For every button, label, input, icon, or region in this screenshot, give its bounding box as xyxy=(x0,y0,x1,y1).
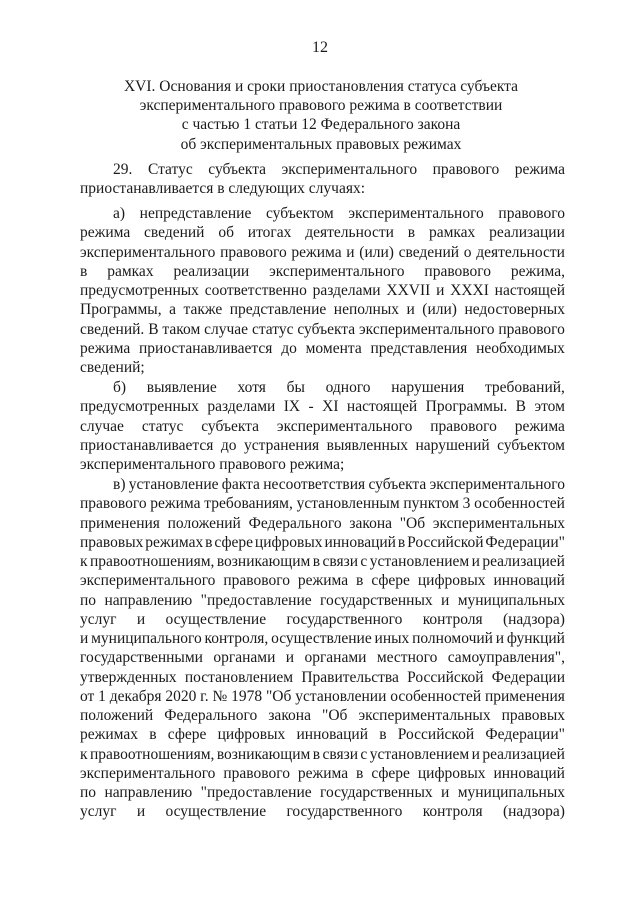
word: установлением xyxy=(369,745,470,763)
word: Федерации" xyxy=(485,726,565,744)
word: деятельности xyxy=(305,224,394,242)
word: сфере xyxy=(214,533,254,551)
word: государственных xyxy=(320,591,433,609)
paragraph-line xyxy=(80,591,565,610)
paragraph-29 xyxy=(80,160,565,199)
word: инноваций xyxy=(296,726,368,744)
word: по xyxy=(80,591,97,609)
word: в xyxy=(397,533,406,551)
paragraph-line xyxy=(80,320,565,339)
word: реализацией xyxy=(482,553,565,570)
word: осуществление xyxy=(165,803,267,821)
word: цифровых xyxy=(254,533,323,551)
word: представление xyxy=(229,301,327,319)
word: приостанавливается xyxy=(80,436,214,454)
word: В xyxy=(148,320,159,338)
word: муниципального xyxy=(91,630,202,647)
word: контроля xyxy=(422,610,483,628)
word: субъекта xyxy=(368,476,427,493)
word: недостоверных xyxy=(464,301,565,319)
word: органами xyxy=(304,649,367,667)
word: полномочий xyxy=(412,630,493,647)
word: режима xyxy=(291,243,342,261)
word: режимах xyxy=(145,533,204,551)
word: рамках xyxy=(107,262,154,280)
word: - xyxy=(308,398,314,416)
word: возникающим xyxy=(216,553,311,570)
word: Российской xyxy=(407,668,484,686)
word: направлению xyxy=(104,591,193,609)
word: пунктом xyxy=(403,495,459,513)
word: инноваций xyxy=(493,572,565,590)
word: Федерации" xyxy=(485,533,565,551)
word: 1978 xyxy=(231,687,263,705)
word: статус xyxy=(141,417,184,435)
word: Правительства xyxy=(301,668,399,686)
word: органами xyxy=(213,649,276,667)
word: осуществление xyxy=(165,610,267,628)
word: особенностей xyxy=(474,495,565,513)
paragraph-line xyxy=(80,339,565,358)
paragraph-line xyxy=(80,281,565,300)
word: и xyxy=(346,243,355,261)
word: и xyxy=(80,630,89,647)
word: иных xyxy=(374,630,410,647)
word: установленным xyxy=(296,495,400,513)
paragraph-line xyxy=(80,764,565,783)
word: экспериментального xyxy=(276,417,413,435)
paragraph-b xyxy=(80,378,565,474)
word: режимах xyxy=(80,726,138,744)
word: "предоставление xyxy=(200,784,312,801)
word: реализацией xyxy=(482,745,565,763)
word: правовых xyxy=(501,707,565,724)
section-heading xyxy=(60,77,582,154)
word: и xyxy=(471,745,480,763)
word: и xyxy=(441,784,450,801)
word: субъектом xyxy=(265,205,334,222)
word: муниципальных xyxy=(457,784,565,801)
word: "Об xyxy=(399,514,426,532)
word: муниципальных xyxy=(457,591,565,609)
word: сфере xyxy=(371,764,410,782)
word: XI xyxy=(322,398,339,416)
word: Российской xyxy=(397,726,475,744)
word: разделами xyxy=(207,398,276,416)
heading-line: экспериментального правового режима в соответствии xyxy=(139,97,503,115)
word: установлении xyxy=(295,687,387,705)
word: связи xyxy=(322,553,358,570)
word: режима xyxy=(150,495,201,513)
word: режима, xyxy=(510,262,565,280)
word: а) xyxy=(113,205,126,222)
word: этом xyxy=(534,398,565,416)
word: и xyxy=(285,649,295,667)
word: и xyxy=(436,282,445,299)
paragraph-a xyxy=(80,204,565,377)
word: услуг xyxy=(80,803,117,821)
word: экспериментального xyxy=(80,572,216,590)
word: настоящей xyxy=(346,398,418,416)
word: неполных xyxy=(333,301,399,319)
word: деятельности xyxy=(476,243,565,261)
paragraph-line: экспериментального правового режима; xyxy=(80,456,345,473)
word: особенностей xyxy=(390,687,482,705)
word: реализации xyxy=(489,224,565,242)
word: экспериментального xyxy=(359,320,495,338)
word: в xyxy=(379,726,387,744)
word: бы xyxy=(286,379,305,396)
paragraph-line xyxy=(80,668,565,687)
paragraph-line: сведений; xyxy=(80,359,145,376)
word: осуществление xyxy=(271,630,372,647)
paragraph-line: приостанавливается в следующих случаях: xyxy=(80,180,366,198)
word: контроля, xyxy=(204,630,269,647)
word: сведений. xyxy=(80,320,145,338)
word: экспериментальных xyxy=(432,514,565,532)
word: постановлением xyxy=(184,668,294,686)
word: правового xyxy=(498,205,565,222)
word: (или) xyxy=(422,301,457,319)
word: XXXI xyxy=(450,282,489,299)
word: цифровых xyxy=(417,572,486,590)
word: 3 xyxy=(462,495,471,513)
word: правового xyxy=(223,572,290,590)
word: местного xyxy=(376,649,438,667)
word: а xyxy=(169,301,176,319)
word: о xyxy=(463,243,472,261)
word: государственных xyxy=(320,784,433,801)
word: в xyxy=(407,224,416,242)
word: настоящей xyxy=(494,282,565,299)
word: экспериментального xyxy=(80,243,216,261)
heading-line: с частью 1 статьи 12 Федерального закона xyxy=(181,116,461,134)
word: разделами xyxy=(312,282,381,299)
word: факта xyxy=(221,476,260,493)
paragraph-line xyxy=(80,378,565,397)
word: правового xyxy=(220,243,287,261)
word: по xyxy=(80,784,97,801)
word: самоуправления", xyxy=(447,649,565,667)
heading-line: XVI. Основания и сроки приостановления статуса субъекта xyxy=(123,78,519,95)
word: приостанавливается xyxy=(139,339,273,357)
word: в xyxy=(149,726,157,744)
word: правового xyxy=(80,495,147,513)
word: Программы. xyxy=(425,398,508,416)
word: услуг xyxy=(80,610,117,628)
word: в xyxy=(356,764,364,782)
word: нарушений xyxy=(415,436,490,454)
word: правоотношениям, xyxy=(89,745,215,763)
word: правового xyxy=(432,161,500,178)
word: Статус xyxy=(147,161,193,178)
word: режима xyxy=(80,339,131,357)
word: необходимых xyxy=(476,339,565,357)
word: момента xyxy=(305,339,362,357)
word: и xyxy=(406,301,415,319)
word: реализации xyxy=(173,262,250,280)
paragraph-line xyxy=(80,262,565,281)
word: сфере xyxy=(371,572,410,590)
word: "Об xyxy=(265,687,292,705)
word: выявление xyxy=(146,379,217,396)
paragraph-line xyxy=(80,629,565,648)
word: закона xyxy=(349,514,392,532)
word: представления xyxy=(370,339,468,357)
word: "предоставление xyxy=(200,591,312,609)
word: субъекта xyxy=(297,320,356,338)
word: инноваций xyxy=(493,764,565,782)
word: сведений xyxy=(398,243,460,261)
word: применения xyxy=(80,514,160,532)
word: (или) xyxy=(359,243,394,261)
word: субъекта xyxy=(201,417,260,435)
word: связи xyxy=(322,745,358,763)
word: непредставление xyxy=(139,205,252,222)
word: правового xyxy=(498,320,565,338)
word: нарушения xyxy=(391,379,465,396)
paragraph-line xyxy=(80,514,565,533)
word: устранения xyxy=(244,436,320,454)
word: Федерального xyxy=(164,707,258,724)
paragraph-line xyxy=(80,243,565,262)
word: экспериментального xyxy=(269,262,405,280)
word: в xyxy=(80,262,88,280)
paragraph-line xyxy=(80,475,565,494)
word: в xyxy=(205,533,213,551)
paragraph-line xyxy=(80,223,565,242)
word: требований, xyxy=(484,379,565,396)
word: статус xyxy=(251,320,294,338)
word: 2020 xyxy=(165,687,197,705)
paragraph-line xyxy=(80,783,565,802)
word: к xyxy=(80,745,88,763)
word: Программы, xyxy=(80,301,162,319)
heading-line: об экспериментальных правовых режимах xyxy=(180,135,462,153)
word: соответственно xyxy=(204,282,307,299)
word: субъектом xyxy=(497,436,565,454)
word: правового xyxy=(430,417,497,435)
word: и xyxy=(471,553,480,570)
word: возникающим xyxy=(216,745,311,763)
paragraph-line xyxy=(80,160,565,179)
word: положений xyxy=(167,514,241,532)
word: экспериментального xyxy=(80,764,216,782)
word: режима xyxy=(514,161,565,178)
word: таком xyxy=(162,320,201,338)
paragraph-line xyxy=(80,417,565,436)
page-number: 12 xyxy=(312,39,328,56)
word: б) xyxy=(113,379,127,396)
word: "Об xyxy=(322,707,348,724)
word: выявленных xyxy=(326,436,408,454)
paragraph-line xyxy=(80,745,565,764)
word: требованиям, xyxy=(204,495,293,513)
paragraph-line xyxy=(80,300,565,319)
word: правового xyxy=(424,262,491,280)
word: установление xyxy=(128,476,219,493)
word: режима xyxy=(297,764,349,782)
word: предусмотренных xyxy=(80,282,199,299)
paragraph-line xyxy=(80,687,565,706)
word: сведений xyxy=(144,224,205,242)
word: субъекта xyxy=(208,161,267,178)
word: и xyxy=(136,610,146,628)
word: режима xyxy=(297,572,349,590)
paragraph-line xyxy=(80,571,565,590)
paragraph-line xyxy=(80,648,565,667)
word: экспериментальных xyxy=(358,707,491,724)
word: (надзора) xyxy=(502,803,565,821)
word: и xyxy=(136,803,146,821)
word: правовых xyxy=(80,533,144,551)
word: контроля xyxy=(422,803,483,821)
paragraph-line xyxy=(80,552,565,571)
paragraph-line xyxy=(80,706,565,725)
word: экспериментального xyxy=(348,205,484,222)
word: положений xyxy=(80,707,154,724)
word: цифровых xyxy=(417,764,486,782)
word: 1 xyxy=(98,687,106,705)
word: в xyxy=(312,745,321,763)
paragraph-line xyxy=(80,494,565,513)
word: функций xyxy=(506,630,565,647)
word: до xyxy=(220,436,237,454)
paragraph-line xyxy=(80,436,565,455)
paragraph-line xyxy=(80,533,565,552)
word: применения xyxy=(484,687,565,705)
word: также xyxy=(183,301,223,319)
word: XXVII xyxy=(386,282,431,299)
word: с xyxy=(360,745,368,763)
word: № xyxy=(212,687,228,705)
paragraph-line xyxy=(80,610,565,629)
word: в) xyxy=(113,476,126,493)
word: Российской xyxy=(407,533,484,551)
word: с xyxy=(360,553,368,570)
word: экспериментального xyxy=(281,161,418,178)
word: В xyxy=(515,398,527,416)
word: случае xyxy=(204,320,249,338)
word: декабря xyxy=(109,687,162,705)
word: Федерального xyxy=(248,514,342,532)
word: экспериментального xyxy=(429,476,565,493)
word: итогах xyxy=(247,224,292,242)
word: случае xyxy=(80,417,124,435)
word: и xyxy=(495,630,505,647)
word: утвержденных xyxy=(80,668,177,686)
word: сфере xyxy=(167,726,207,744)
word: и xyxy=(441,591,450,609)
word: 29. xyxy=(113,161,133,178)
paragraph-v xyxy=(80,475,565,822)
word: инноваций xyxy=(324,533,396,551)
word: г. xyxy=(200,687,209,705)
word: рамках xyxy=(428,224,476,242)
word: государственного xyxy=(286,610,403,628)
paragraph-line xyxy=(80,204,565,223)
word: в xyxy=(312,553,321,570)
word: правоотношениям, xyxy=(89,553,215,570)
word: государственными xyxy=(80,649,203,667)
paragraph-line xyxy=(80,725,565,744)
word: направлению xyxy=(104,784,193,801)
word: предусмотренных xyxy=(80,398,199,416)
word: (надзора) xyxy=(502,610,565,628)
word: хотя xyxy=(237,379,266,396)
paragraph-line xyxy=(80,802,565,821)
word: правового xyxy=(223,764,290,782)
word: цифровых xyxy=(217,726,286,744)
word: режима xyxy=(80,224,131,242)
word: до xyxy=(281,339,297,357)
word: закона xyxy=(268,707,311,724)
word: государственного xyxy=(286,803,403,821)
word: в xyxy=(356,572,364,590)
word: режима xyxy=(514,417,565,435)
word: установлением xyxy=(369,553,470,570)
word: одного xyxy=(325,379,371,396)
word: IX xyxy=(283,398,301,416)
word: об xyxy=(218,224,234,242)
word: несоответствия xyxy=(263,476,366,493)
word: от xyxy=(80,687,95,705)
word: Федерации xyxy=(491,668,565,686)
paragraph-line xyxy=(80,397,565,416)
word: к xyxy=(80,553,88,570)
